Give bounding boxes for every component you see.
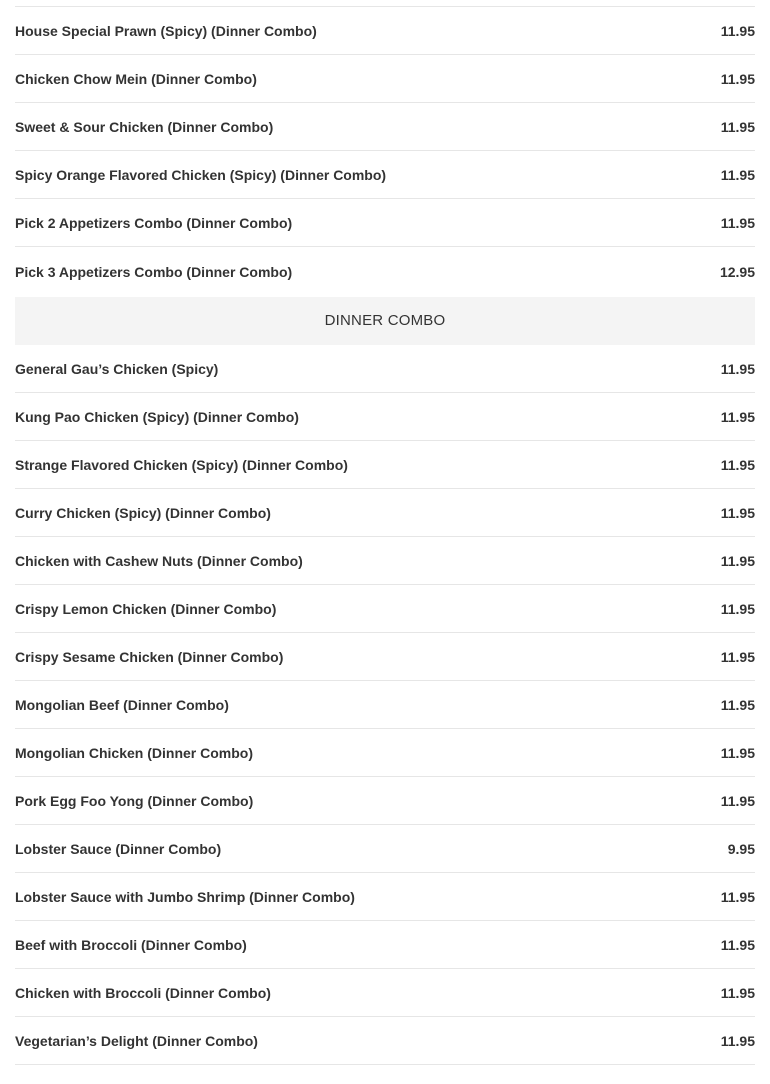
menu-item-price: 11.95	[720, 408, 755, 425]
menu-list	[15, 6, 755, 1065]
menu-item-row[interactable]	[15, 777, 755, 825]
menu-item-row[interactable]	[15, 393, 755, 441]
menu-item-price: 11.95	[720, 744, 755, 761]
menu-item-name: House Special Prawn (Spicy) (Dinner Combo)	[15, 22, 317, 39]
menu-item-price: 11.95	[720, 70, 755, 87]
menu-item-name: Beef with Broccoli (Dinner Combo)	[15, 936, 247, 953]
menu-item-name: Pork Egg Foo Yong (Dinner Combo)	[15, 792, 254, 809]
menu-item-name: Sweet & Sour Chicken (Dinner Combo)	[15, 118, 274, 135]
menu-item-price: 11.95	[720, 552, 755, 569]
menu-item-name: Curry Chicken (Spicy) (Dinner Combo)	[15, 504, 271, 521]
menu-item-price: 11.95	[720, 936, 755, 953]
menu-item-row[interactable]	[15, 441, 755, 489]
menu-item-row[interactable]	[15, 729, 755, 777]
menu-item-row[interactable]	[15, 489, 755, 537]
menu-item-row[interactable]	[15, 537, 755, 585]
menu-item-name: Vegetarian’s Delight (Dinner Combo)	[15, 1032, 258, 1049]
menu-item-name: Spicy Orange Flavored Chicken (Spicy) (Dinner Combo)	[15, 166, 387, 183]
menu-item-row[interactable]	[15, 151, 755, 199]
menu-item-price: 11.95	[720, 166, 755, 183]
menu-item-name: Chicken with Cashew Nuts (Dinner Combo)	[15, 552, 303, 569]
menu-item-price: 11.95	[720, 888, 755, 905]
menu-item-price: 11.95	[720, 214, 755, 231]
menu-item-name: Mongolian Chicken (Dinner Combo)	[15, 744, 253, 761]
menu-item-price: 11.95	[720, 504, 755, 521]
menu-item-name: Lobster Sauce with Jumbo Shrimp (Dinner Combo)	[15, 888, 355, 905]
menu-item-price: 9.95	[727, 840, 755, 857]
menu-item-price: 11.95	[720, 118, 755, 135]
menu-item-price: 11.95	[720, 1032, 755, 1049]
menu-item-row[interactable]	[15, 921, 755, 969]
menu-item-name: Pick 2 Appetizers Combo (Dinner Combo)	[15, 214, 293, 231]
menu-item-row[interactable]	[15, 7, 755, 55]
menu-item-row[interactable]	[15, 969, 755, 1017]
menu-item-price: 11.95	[720, 22, 755, 39]
menu-section-dinner-combo	[15, 345, 755, 1065]
menu-item-price: 11.95	[720, 600, 755, 617]
menu-item-price: 11.95	[720, 984, 755, 1001]
menu-item-name: Pick 3 Appetizers Combo (Dinner Combo)	[15, 264, 293, 280]
menu-item-name: General Gau’s Chicken (Spicy)	[15, 360, 219, 377]
menu-item-name: Strange Flavored Chicken (Spicy) (Dinner Combo)	[15, 456, 348, 473]
menu-item-name: Lobster Sauce (Dinner Combo)	[15, 840, 222, 857]
menu-item-row[interactable]	[15, 247, 755, 297]
menu-item-row[interactable]	[15, 345, 755, 393]
menu-item-row[interactable]	[15, 633, 755, 681]
menu-item-row[interactable]	[15, 199, 755, 247]
menu-item-price: 11.95	[720, 648, 755, 665]
menu-item-row[interactable]	[15, 681, 755, 729]
section-header-dinner-combo: DINNER COMBO	[15, 297, 755, 345]
menu-item-price: 12.95	[719, 264, 755, 280]
menu-item-price: 11.95	[720, 360, 755, 377]
menu-item-row[interactable]	[15, 1017, 755, 1065]
menu-item-name: Kung Pao Chicken (Spicy) (Dinner Combo)	[15, 408, 299, 425]
menu-item-row[interactable]	[15, 103, 755, 151]
menu-item-name: Chicken with Broccoli (Dinner Combo)	[15, 984, 271, 1001]
menu-item-price: 11.95	[720, 696, 755, 713]
menu-item-name: Chicken Chow Mein (Dinner Combo)	[15, 70, 257, 87]
menu-item-name: Crispy Sesame Chicken (Dinner Combo)	[15, 648, 284, 665]
menu-item-name: Crispy Lemon Chicken (Dinner Combo)	[15, 600, 277, 617]
menu-item-row[interactable]	[15, 55, 755, 103]
menu-item-row[interactable]	[15, 873, 755, 921]
menu-section-previous	[15, 7, 755, 297]
menu-item-name: Mongolian Beef (Dinner Combo)	[15, 696, 229, 713]
menu-item-row[interactable]	[15, 825, 755, 873]
menu-item-row[interactable]	[15, 585, 755, 633]
menu-item-price: 11.95	[720, 456, 755, 473]
menu-item-price: 11.95	[720, 792, 755, 809]
